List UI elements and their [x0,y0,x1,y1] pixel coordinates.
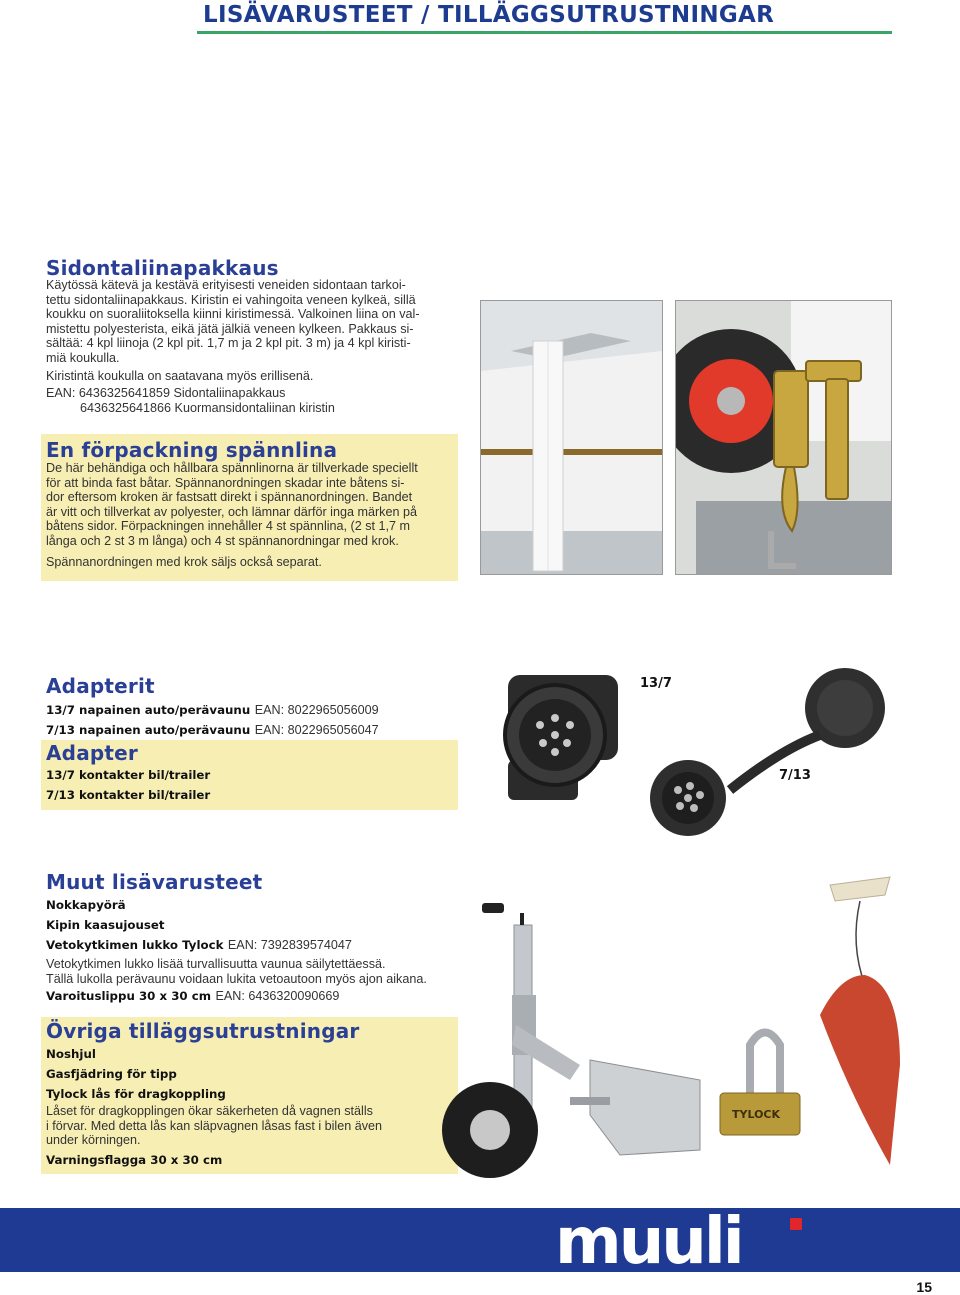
body-line: båtens sidor. Förpackningen innehåller 4 st spännlina, (2 st 1,7 m [46,519,411,534]
section-title: Övriga tilläggsutrustningar [46,1019,360,1043]
photo-ratchet [675,300,892,575]
section-body [46,278,466,415]
page-number: 15 [916,1279,932,1295]
muuli-logo: muuli [555,1205,742,1279]
body-line: dor eftersom kroken är fastsatt direkt i spännanordningen. Bandet [46,490,413,505]
section-body [46,461,458,569]
lock-brand-text: TYLOCK [732,1108,781,1121]
section-title: Sidontaliinapakkaus [46,256,279,280]
body-line: De här behändiga och hållbara spännlinorna är tillverkade speciellt [46,461,418,475]
boat-strap-illustration [481,301,662,574]
body-line: mistettu polyesterista, eikä jätä jälkiä veneen kylkeen. Pakkaus si- [46,321,414,336]
ratchet-illustration [676,301,891,574]
body-line: Käytössä kätevä ja kestävä erityisesti veneiden sidontaan tarkoi- [46,278,406,292]
item-ean: EAN: 8022965056009 [254,703,379,717]
item-name: 7/13 napainen auto/perävaunu [46,723,251,737]
page-header-title: LISÄVARUSTEET / TILLÄGGSUTRUSTNINGAR [203,2,775,28]
body-line: miä koukulla. [46,350,120,365]
desc-line: Tällä lukolla perävaunu voidaan lukita vetoautoon myös ajon aikana. [46,971,427,986]
photo-boat-strap [480,300,663,575]
item-ean: EAN: 8022965056047 [254,723,379,737]
item-desc [46,1104,458,1148]
logo-dot [790,1218,802,1230]
item-ean: EAN: 6436320090669 [215,989,340,1004]
body-line: koukku on suoraliitoksella kiinni kiristimessä. Valkoinen liina on val- [46,307,420,322]
desc-line: under körningen. [46,1133,141,1148]
note-line: Spännanordningen med krok säljs också separat. [46,554,322,569]
body-line: långa och 2 st 3 m långa) och 4 st spännanordningar med krok. [46,533,399,548]
item-name: Kipin kaasujouset [46,918,165,932]
body-line: för att binda fast båtar. Spännanordningen skadar inte båtens si- [46,475,405,490]
adapter-item: 7/13 kontakter bil/trailer [46,788,211,802]
section-sidontaliina [46,256,466,415]
item-name: Varningsflagga 30 x 30 cm [46,1152,223,1167]
item-name: Noshjul [46,1047,96,1061]
item-name: 13/7 napainen auto/perävaunu [46,703,251,717]
section-title: Adapterit [46,674,155,698]
section-adapterit [46,674,466,740]
item-name: Gasfjädring för tipp [46,1067,177,1081]
item-desc [46,957,476,986]
desc-line: Låset för dragkopplingen ökar säkerheten då vagnen ställs [46,1104,373,1118]
section-ovriga [41,1017,458,1174]
section-title: En förpackning spännlina [46,438,338,462]
adapter-list-fi [46,700,466,740]
section-title: Adapter [46,741,138,765]
item-row [46,935,476,955]
footer-band [0,1205,960,1279]
adapter-item [46,720,466,740]
adapter-item: 13/7 kontakter bil/trailer [46,768,211,782]
adapter-illustration [480,640,890,840]
desc-line: i förvar. Med detta lås kan släpvagnen låsas fast i bilen även [46,1118,383,1133]
accessories-illustration [420,865,900,1195]
desc-line: Vetokytkimen lukko lisää turvallisuutta vaunua säilytettäessä. [46,957,386,971]
section-muut [46,870,476,1006]
item-ean: EAN: 7392839574047 [227,938,352,952]
item-name: Vetokytkimen lukko Tylock [46,938,224,952]
item-name: Tylock lås för dragkoppling [46,1087,226,1101]
body-line: är vitt och tillverkat av polyester, och lämnar därför inga märken på [46,504,417,519]
adapter-label-7-13: 7/13 [779,768,811,783]
header-rule [197,31,892,34]
ean-line: EAN: 6436325641859 Sidontaliinapakkaus [46,386,286,401]
adapter-item [46,700,466,720]
item-name: Varoituslippu 30 x 30 cm [46,989,212,1004]
body-line: tettu sidontaliinapakkaus. Kiristin ei vahingoita veneen kylkeä, sillä [46,292,416,307]
section-spannlina [41,434,458,581]
ean-line: 6436325641866 Kuormansidontaliinan kiristin [80,400,335,415]
note-line: Kiristintä koukulla on saatavana myös erillisenä. [46,368,314,383]
item-row [46,986,476,1006]
item-name: Nokkapyörä [46,898,126,912]
section-adapter [41,740,458,810]
photo-accessories [420,865,900,1195]
body-line: sältää: 4 kpl liinoja (2 kpl pit. 1,7 m ja 2 kpl pit. 3 m) ja 4 kpl kiristi- [46,336,411,351]
photo-adapters [480,640,890,840]
section-title: Muut lisävarusteet [46,870,263,894]
adapter-label-13-7: 13/7 [640,676,672,691]
